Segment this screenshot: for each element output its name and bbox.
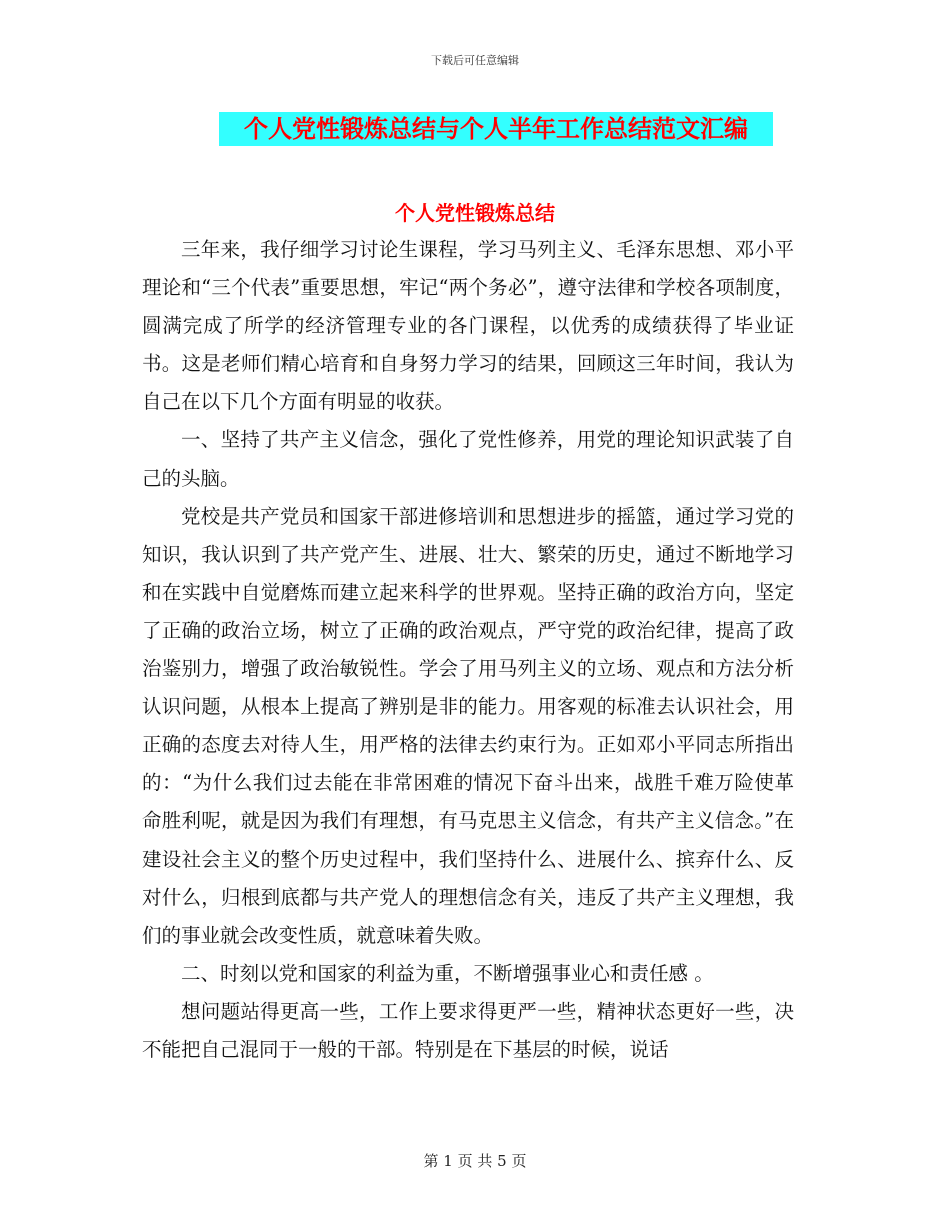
document-title: 个人党性锻炼总结与个人半年工作总结范文汇编 — [219, 112, 773, 146]
page-number: 第 1 页 共 5 页 — [423, 1152, 527, 1170]
section-title: 个人党性锻炼总结 — [395, 201, 555, 225]
paragraph: 三年来，我仔细学习讨论生课程，学习马列主义、毛泽东思想、邓小平理论和“三个代表”重要思想，牢记“两个务必”，遵守法律和学校各项制度，圆满完成了所学的经济管理专业的各门课程，以优秀的成绩获得了毕业证书。这是老师们精心培育和自身努力学习的结果，回顾这三年时间，我认为自己在以下几个方面有明显的收获。 — [142, 238, 794, 414]
paragraph: 党校是共产党员和国家干部进修培训和思想进步的摇篮，通过学习党的知识，我认识到了共产党产生、进展、壮大、繁荣的历史，通过不断地学习和在实践中自觉磨炼而建立起来科学的世界观。坚持正确的政治方向，坚定了正确的政治立场，树立了正确的政治观点，严守党的政治纪律，提高了政治鉴别力，增强了政治敏锐性。学会了用马列主义的立场、观点和方法分析认识问题，从根本上提高了辨别是非的能力。用客观的标准去认识社会，用正确的态度去对待人生，用严格的法律去约束行为。正如邓小平同志所指出的：“为什么我们过去能在非常困难的情况下奋斗出来，战胜千难万险使革命胜利呢，就是因为我们有理想，有马克思主义信念，有共产主义信念。”在建设社会主义的整个历史过程中，我们坚持什么、进展什么、摈弃什么、反对什么，归根到底都与共产党人的理想信念有关，违反了共产主义理想，我们的事业就会改变性质，就意味着失败。 — [142, 504, 794, 947]
paragraph: 一、坚持了共产主义信念，强化了党性修养，用党的理论知识武装了自己的头脑。 — [142, 428, 794, 490]
paragraph: 想问题站得更高一些，工作上要求得更严一些，精神状态更好一些，决不能把自己混同于一般的干部。特别是在下基层的时候，说话 — [142, 999, 794, 1061]
header-note: 下载后可任意编辑 — [431, 54, 519, 67]
document-body — [142, 231, 794, 1069]
paragraph: 二、时刻以党和国家的利益为重，不断增强事业心和责任感 。 — [181, 961, 714, 985]
